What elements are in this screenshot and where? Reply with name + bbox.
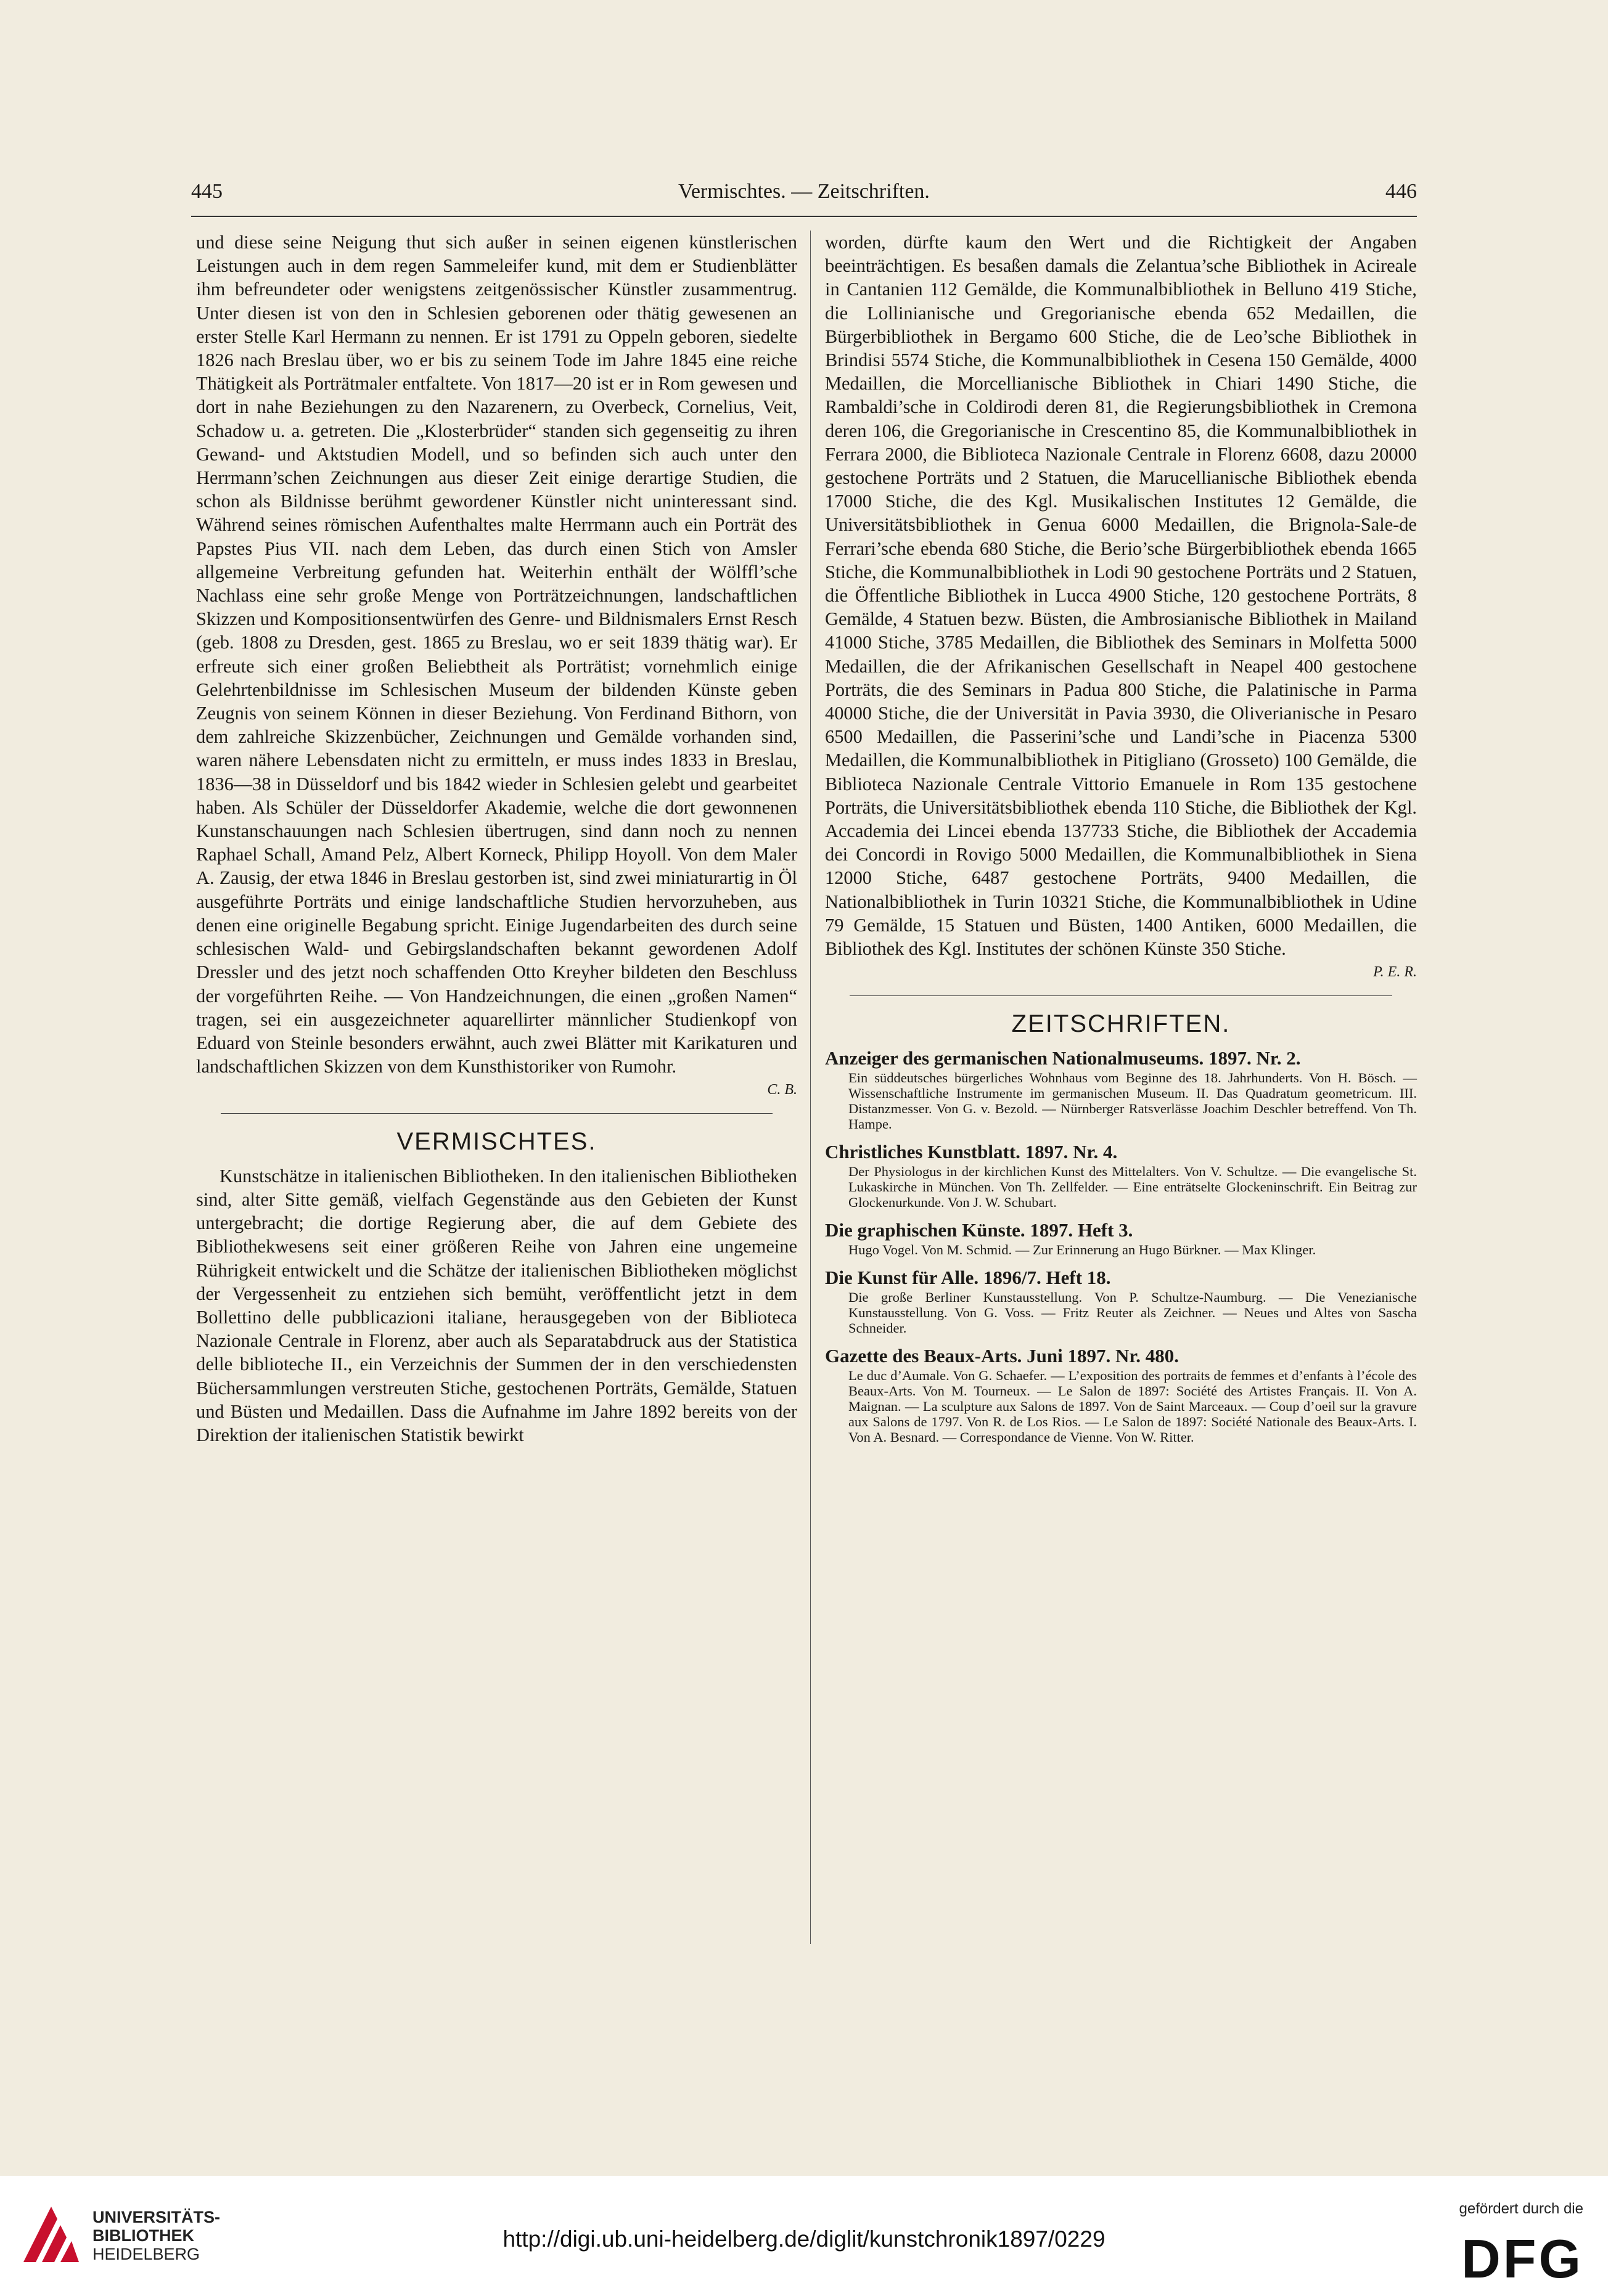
permalink-url[interactable]: http://digi.ub.uni-heidelberg.de/diglit/kunstchronik1897/0229 — [502, 2226, 1106, 2252]
journal-title: Christliches Kunstblatt. 1897. Nr. 4. — [825, 1140, 1118, 1162]
section-rule-right — [850, 995, 1392, 996]
continuation-paragraph: worden, dürfte kaum den Wert und die Richtigkeit der Angaben beeinträchtigen. Es besaßen damals die Zelantua’sche Bibliothek in Acireale in Cantanien 112 Gemälde, die Kommunalbibliothek in Belluno 419 Stiche, die Lollinianische und Gregorianische ebenda 652 Medaillen, die Bürgerbibliothek in Bergamo 600 Stiche, die de Leo’sche Bibliothek in Brindisi 5574 Stiche, die Kommunalbibliothek in Cesena 150 Gemälde, 4000 Medaillen, die Morcellianische Bibliothek in Chiari 1490 Stiche, die Rambaldi’sche in Coldirodi deren 81, die Regierungsbibliothek in Cremona deren 106, die Gregorianische in Crescentino 85, die Kommunalbibliothek in Ferrara 2000, die Biblioteca Nazionale Centrale in Florenz 6608, dazu 20000 gestochene Porträts und 2 Statuen, die Marucellianische Bibliothek ebenda 17000 Stiche, die des Kgl. Musikalischen Institutes 12 Gemälde, die Universitätsbibliothek in Genua 6000 Medaillen, die Brignola-Sale-de Ferrari’sche ebenda 680 Stiche, die Berio’sche Bürgerbibliothek ebenda 1665 Stiche, die Kommunalbibliothek in Lodi 90 gestochene Porträts und 2 Statuen, die Öffentliche Bibliothek in Lucca 4900 Stiche, 120 gestochene Porträts, 8 Gemälde, 4 Statuen bezw. Büsten, die Ambrosianische Bibliothek in Mailand 41000 Stiche, 3785 Medaillen, die Bibliothek des Seminars in Molfetta 5000 Medaillen, die der Afrikanischen Gesellschaft in Neapel 400 gestochene Porträts, die des Seminars in Padua 800 Stiche, die Palatinische in Parma 40000 Stiche, die der Universität in Pavia 3930, die Oliverianische in Pesaro 6500 Medaillen, die Passerini’sche und Landi’sche in Piacenza 5300 Medaillen, die Kommunalbibliothek in Pitigliano (Grosseto) 100 Gemälde, die Biblioteca Nazionale Centrale Vittorio Emanuele in Rom 135 gestochene Porträts, die Universitätsbibliothek ebenda 110 Stiche, die Bibliothek der Kgl. Accademia dei Lincei ebenda 137733 Stiche, die Bibliothek der Accademia dei Concordi in Rovigo 5000 Medaillen, die Kommunalbibliothek in Siena 12000 Stiche, 6487 gestochene Porträts, 9400 Medaillen, die Nationalbibliothek in Turin 10321 Stiche, die Kommunalbibliothek in Udine 79 Gemälde, 15 Statuen und Büsten, 1400 Antiken, 6000 Medaillen, die Bibliothek des Kgl. Institutes der schönen Künste 350 Stiche. — [825, 232, 1417, 960]
library-name-line: HEIDELBERG — [92, 2245, 200, 2263]
page-number-right: 446 — [1385, 180, 1417, 203]
library-name-line: BIBLIOTHEK — [92, 2226, 194, 2245]
vermischtes-paragraph: Kunstschätze in italienischen Bibliotheken. In den italienischen Bibliotheken sind, alter Sitte gemäß, vielfach Gegenstände aus den Gebieten der Kunst untergebracht; die dortige Regierung aber, die auf dem Gebiete des Bibliothekwesens seit einer größeren Reihe von Jahren eine ungemeine Rührigkeit entwickelt und die Schätze der italienischen Bibliotheken möglichst der Vergessenheit zu entziehen sich bemüht, veröffentlicht jetzt in dem Bollettino delle pubblicazioni italiane, herausgegeben von der Biblioteca Nazionale Centrale in Florenz, aber auch als Separatabdruck aus der Statistica delle biblioteche II., ein Verzeichnis der Summen der in den verschiedensten Büchersammlungen verstreuten Stiche, gestochenen Porträts, Gemälde, Statuen und Büsten und Medaillen. Dass die Aufnahme im Jahre 1892 bereits von der Direktion der italienischen Statistik bewirkt — [196, 1165, 797, 1445]
journal-entry — [825, 1344, 1417, 1445]
left-column — [196, 231, 797, 1447]
right-column — [825, 231, 1417, 1453]
article-signature-right: P. E. R. — [1373, 964, 1417, 981]
section-heading-vermischtes: VERMISCHTES. — [396, 1127, 597, 1155]
journal-contents: Ein süddeutsches bürgerliches Wohnhaus vom Beginne des 18. Jahrhunderts. Von H. Bösch. — Wissenschaftliche Instrumente im germanischen Museum. II. Das Quadratum geometricum. III. Distanzmesser. Von G. v. Bezold. — Nürnberger Ratsverlässe Joachim Deschler betreffend. Von Th. Hampe. — [848, 1069, 1417, 1132]
digitization-footer — [0, 2176, 1608, 2296]
journal-entry — [825, 1266, 1417, 1336]
journal-contents: Der Physiologus in der kirchlichen Kunst des Mittelalters. Von V. Schultze. — Die evangelische St. Lukaskirche in München. Von Th. Zellfelder. — Eine enträtselte Glockeninschrift. Ein Beitrag zur Glockenurkunde. Von J. W. Schubart. — [848, 1163, 1417, 1210]
journal-entry — [825, 1219, 1417, 1257]
library-name-line: UNIVERSITÄTS- — [92, 2208, 221, 2226]
journal-title: Gazette des Beaux-Arts. Juni 1897. Nr. 480. — [825, 1344, 1179, 1367]
journal-contents: Le duc d’Aumale. Von G. Schaefer. — L’exposition des portraits de femmes et d’enfants à l’école des Beaux-Arts. Von M. Tourneux. — Le Salon de 1897: Société des Artistes Français. II. Von A. Maignan. — La sculpture aux Salons de 1897. Von de Saint Marceaux. — Coup d’oeil sur la gravure aux Salons de 1797. Von R. de Los Rios. — Le Salon de 1897: Société Nationale des Beaux-Arts. I. Von A. Besnard. — Correspondance de Vienne. Von W. Ritter. — [848, 1367, 1417, 1445]
journal-contents: Die große Berliner Kunstausstellung. Von P. Schultze-Naumburg. — Die Venezianische Kunstausstellung. Von G. Voss. — Fritz Reuter als Zeichner. — Neues und Altes von Sascha Schneider. — [848, 1289, 1417, 1336]
dfg-logo: DFG — [1461, 2228, 1583, 2289]
page-header — [191, 180, 1417, 217]
article-paragraph: und diese seine Neigung thut sich außer in seinen eigenen künstlerischen Leistungen auch in dem regen Sammeleifer kund, mit dem er Studienblätter ihm befreundeter oder wenigstens zeitgenössischer Künstler zusammentrug. Unter diesen ist von den in Schlesien geborenen oder thätig gewesenen an erster Stelle Karl Hermann zu nennen. Er ist 1791 zu Oppeln geboren, siedelte 1826 nach Breslau über, wo er bis zu seinem Tode im Jahre 1845 eine reiche Thätigkeit als Porträtmaler entfaltete. Von 1817—20 ist er in Rom gewesen und dort in nahe Beziehungen zu den Nazarenern, zu Overbeck, Cornelius, Veit, Schadow u. a. getreten. Die „Klosterbrüder“ standen sich gegenseitig zu ihren Gewand- und Aktstudien Modell, und so befinden sich auch unter den Herrmann’schen Zeichnungen aus dieser Zeit einige derartige Studien, die schon als Bildnisse berühmt gewordener Künstler nicht uninteressant sind. Während seines römischen Aufenthaltes malte Herrmann auch ein Porträt des Papstes Pius VII. nach dem Leben, das durch einen Stich von Amsler allgemeine Verbreitung gefunden hat. Weiterhin enthält der Wölffl’sche Nachlass eine sehr große Menge von Porträtzeichnungen, landschaftlichen Skizzen und Kompositionsentwürfen des Genre- und Bildnismalers Ernst Resch (geb. 1808 zu Dresden, gest. 1865 zu Breslau, wo er seit 1839 thätig war). Er erfreute sich einer großen Beliebtheit als Porträtist; vornehmlich einige Gelehrtenbildnisse im Schlesischen Museum der bildenden Künste geben Zeugnis von seinem Können in dieser Beziehung. Von Ferdinand Bithorn, von dem zahlreiche Skizzenbücher, Zeichnungen und Gemälde vorhanden sind, waren nähere Lebensdaten nicht zu ermitteln, er muss indes 1833 in Breslau, 1836—38 in Düsseldorf und bis 1842 wieder in Schlesien gelebt und gearbeitet haben. Als Schüler der Düsseldorfer Akademie, welche die dort gewonnenen Kunstanschauungen nach Schlesien übertrugen, sind dann noch zu nennen Raphael Schall, Amand Pelz, Albert Korneck, Philipp Hoyoll. Von dem Maler A. Zausig, der etwa 1846 in Breslau gestorben ist, sind zwei miniaturartig in Öl ausgeführte Porträts und einige landschaftliche Studien hervorzuheben, aus denen eine originelle Begabung spricht. Einige Jugendarbeiten des durch seine schlesischen Wald- und Gebirgslandschaften bekannt gewordenen Adolf Dressler und des jetzt noch schaffenden Otto Kreyher bildeten den Beschluss der vorgeführten Reihe. — Von Handzeichnungen, die einen „großen Namen“ tragen, sei ein ausgezeichneter aquarellirter männlicher Studienkopf von Eduard von Steinle besonders erwähnt, auch zwei Blätter mit Karikaturen und landschaftlichen Skizzen von dem Kunsthistoriker von Rumohr. — [196, 232, 797, 1077]
header-rule — [191, 216, 1417, 217]
funding-note: gefördert durch die — [1459, 2200, 1583, 2217]
journal-entry — [825, 1140, 1417, 1210]
journal-entry — [825, 1047, 1417, 1132]
column-divider — [810, 231, 811, 1944]
section-rule — [221, 1113, 773, 1114]
page-number-left: 445 — [191, 180, 223, 203]
journal-title: Die graphischen Künste. 1897. Heft 3. — [825, 1219, 1133, 1241]
running-title: Vermischtes. — Zeitschriften. — [678, 180, 930, 203]
article-signature: C. B. — [767, 1082, 797, 1098]
journal-contents: Hugo Vogel. Von M. Schmid. — Zur Erinnerung an Hugo Bürkner. — Max Klinger. — [848, 1241, 1316, 1257]
journal-title: Anzeiger des germanischen Nationalmuseums. 1897. Nr. 2. — [825, 1047, 1301, 1069]
journal-title: Die Kunst für Alle. 1896/7. Heft 18. — [825, 1266, 1111, 1288]
section-heading-zeitschriften: ZEITSCHRIFTEN. — [1011, 1010, 1231, 1037]
